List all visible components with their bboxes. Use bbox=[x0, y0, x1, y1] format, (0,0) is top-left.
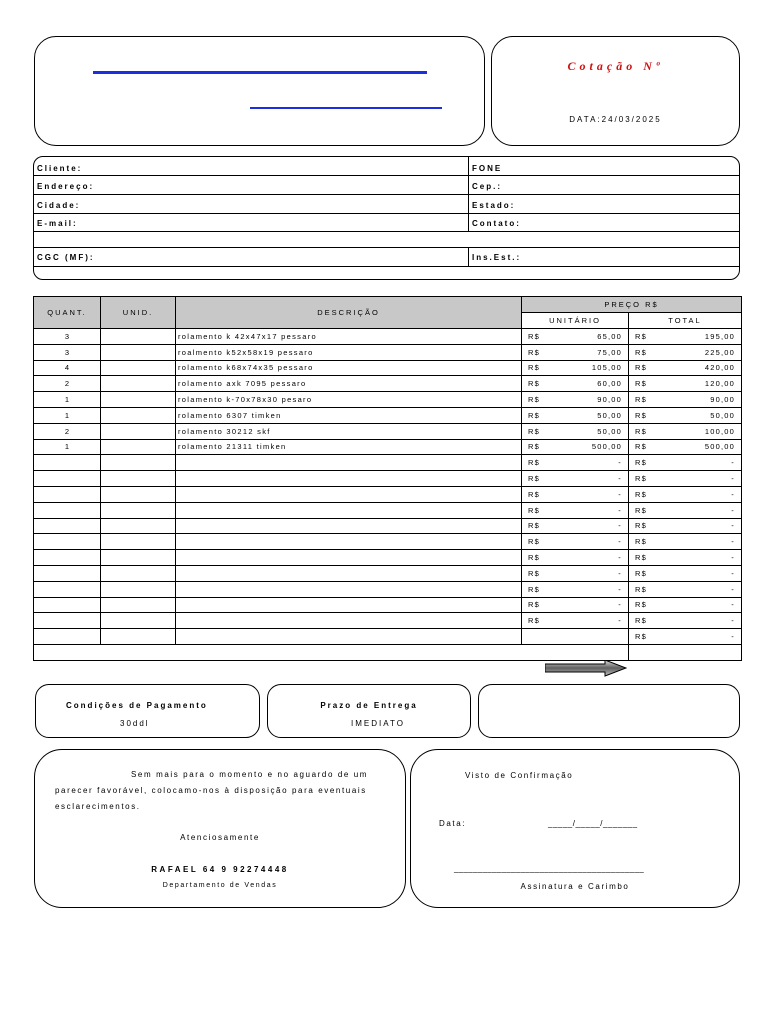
total-currency: R$ bbox=[635, 442, 647, 452]
row-total-price bbox=[629, 392, 742, 408]
row-quantity: 3 bbox=[34, 344, 101, 360]
row-description: rolamento 6307 timken bbox=[176, 407, 522, 423]
delivery-time-box bbox=[267, 684, 471, 738]
row-unit-price bbox=[522, 455, 629, 471]
message-closing: Atenciosamente bbox=[180, 833, 260, 842]
header-descricao: DESCRIÇÃO bbox=[176, 297, 522, 329]
row-total-price bbox=[629, 629, 742, 645]
total-currency: R$ bbox=[635, 410, 647, 420]
row-total-price bbox=[629, 502, 742, 518]
row-quantity bbox=[34, 613, 101, 629]
row-unit bbox=[101, 550, 176, 566]
row-unit bbox=[101, 534, 176, 550]
unit-price-value: - bbox=[618, 568, 622, 578]
unit-currency: R$ bbox=[528, 410, 540, 420]
confirmation-title: Visto de Confirmação bbox=[465, 771, 574, 780]
unit-price-value: 65,00 bbox=[597, 331, 622, 341]
row-description: roalmento k52x58x19 pessaro bbox=[176, 344, 522, 360]
row-unit bbox=[101, 423, 176, 439]
row-unit bbox=[101, 439, 176, 455]
row-unit-price bbox=[522, 344, 629, 360]
header-unid: UNID. bbox=[101, 297, 176, 329]
total-price-value: 120,00 bbox=[704, 379, 735, 389]
table-row bbox=[34, 455, 742, 471]
unit-currency: R$ bbox=[528, 363, 540, 373]
unit-price-value: - bbox=[618, 616, 622, 626]
unit-currency: R$ bbox=[528, 395, 540, 405]
table-row bbox=[34, 629, 742, 645]
row-total-price bbox=[629, 581, 742, 597]
row-unit bbox=[101, 360, 176, 376]
row-description bbox=[176, 550, 522, 566]
row-unit bbox=[101, 565, 176, 581]
row-total-price bbox=[629, 455, 742, 471]
unit-price-value: - bbox=[618, 600, 622, 610]
row-description: rolamento 30212 skf bbox=[176, 423, 522, 439]
quote-title: Cotação Nº bbox=[567, 59, 664, 73]
table-row bbox=[34, 376, 742, 392]
header-total: TOTAL bbox=[629, 313, 742, 329]
unit-currency: R$ bbox=[528, 600, 540, 610]
row-unit-price bbox=[522, 471, 629, 487]
total-currency: R$ bbox=[635, 458, 647, 468]
unit-currency: R$ bbox=[528, 379, 540, 389]
row-quantity: 1 bbox=[34, 407, 101, 423]
total-currency: R$ bbox=[635, 600, 647, 610]
message-box bbox=[34, 749, 406, 908]
table-row bbox=[34, 344, 742, 360]
items-table bbox=[33, 296, 742, 661]
row-unit-price bbox=[522, 376, 629, 392]
row-description: rolamento k-70x78x30 pesaro bbox=[176, 392, 522, 408]
table-row bbox=[34, 392, 742, 408]
table-row bbox=[34, 534, 742, 550]
total-price-value: 500,00 bbox=[704, 442, 735, 452]
row-quantity bbox=[34, 597, 101, 613]
row-description: rolamento axk 7095 pessaro bbox=[176, 376, 522, 392]
row-quantity bbox=[34, 629, 101, 645]
row-description bbox=[176, 471, 522, 487]
total-currency: R$ bbox=[635, 395, 647, 405]
unit-price-value: 105,00 bbox=[591, 363, 622, 373]
table-row bbox=[34, 581, 742, 597]
header-quant: QUANT. bbox=[34, 297, 101, 329]
unit-currency: R$ bbox=[528, 474, 540, 484]
row-quantity bbox=[34, 565, 101, 581]
unit-price-value: - bbox=[618, 584, 622, 594]
row-unit-price bbox=[522, 407, 629, 423]
row-unit-price bbox=[522, 565, 629, 581]
table-footer-left bbox=[34, 644, 629, 660]
total-price-value: 195,00 bbox=[704, 331, 735, 341]
total-price-value: - bbox=[731, 474, 735, 484]
total-price-value: 420,00 bbox=[704, 363, 735, 373]
signature-label: Assinatura e Carimbo bbox=[520, 882, 630, 891]
confirmation-box bbox=[410, 749, 740, 908]
unit-price-value: - bbox=[618, 553, 622, 563]
total-price-value: - bbox=[731, 616, 735, 626]
table-row bbox=[34, 518, 742, 534]
row-description bbox=[176, 581, 522, 597]
company-address-line bbox=[250, 107, 442, 109]
table-row bbox=[34, 423, 742, 439]
row-unit bbox=[101, 613, 176, 629]
unit-currency: R$ bbox=[528, 426, 540, 436]
message-line-2: parecer favorável, colocamo-nos à disposição para eventuais bbox=[55, 786, 367, 795]
total-price-value: - bbox=[731, 537, 735, 547]
total-price-value: 50,00 bbox=[710, 410, 735, 420]
unit-price-value: - bbox=[618, 521, 622, 531]
row-quantity bbox=[34, 534, 101, 550]
row-total-price bbox=[629, 376, 742, 392]
client-info-box bbox=[33, 156, 740, 280]
row-unit bbox=[101, 392, 176, 408]
row-description bbox=[176, 597, 522, 613]
row-quantity bbox=[34, 581, 101, 597]
row-total-price bbox=[629, 534, 742, 550]
unit-price-value: 90,00 bbox=[597, 395, 622, 405]
total-price-value: 100,00 bbox=[704, 426, 735, 436]
payment-conditions-title: Condições de Pagamento bbox=[66, 701, 208, 710]
company-name-line bbox=[93, 71, 427, 74]
row-unit-price bbox=[522, 534, 629, 550]
total-price-value: - bbox=[731, 521, 735, 531]
row-quantity bbox=[34, 455, 101, 471]
row-quantity bbox=[34, 518, 101, 534]
table-row bbox=[34, 439, 742, 455]
unit-currency: R$ bbox=[528, 505, 540, 515]
row-unit bbox=[101, 486, 176, 502]
department-name: Departamento de Vendas bbox=[162, 882, 278, 889]
row-unit-price bbox=[522, 613, 629, 629]
total-price-value: 225,00 bbox=[704, 347, 735, 357]
row-quantity bbox=[34, 486, 101, 502]
row-unit-price bbox=[522, 360, 629, 376]
table-row bbox=[34, 471, 742, 487]
row-unit bbox=[101, 581, 176, 597]
unit-price-value: - bbox=[618, 505, 622, 515]
unit-price-value: - bbox=[618, 458, 622, 468]
confirmation-date-blank: _____/_____/_______ bbox=[548, 819, 638, 828]
total-currency: R$ bbox=[635, 379, 647, 389]
row-unit-price bbox=[522, 486, 629, 502]
total-currency: R$ bbox=[635, 553, 647, 563]
empty-info-box bbox=[478, 684, 740, 738]
address-label: Endereço: bbox=[37, 182, 95, 191]
row-quantity: 1 bbox=[34, 392, 101, 408]
unit-currency: R$ bbox=[528, 616, 540, 626]
total-price-value: - bbox=[731, 600, 735, 610]
quote-number-box bbox=[491, 36, 740, 146]
signer-name: RAFAEL 64 9 92274448 bbox=[151, 865, 289, 874]
phone-label: FONE bbox=[472, 164, 503, 173]
cgc-label: CGC (MF): bbox=[37, 253, 95, 262]
table-row bbox=[34, 565, 742, 581]
payment-conditions-value: 30ddl bbox=[120, 719, 150, 728]
row-quantity: 2 bbox=[34, 376, 101, 392]
row-quantity bbox=[34, 471, 101, 487]
unit-currency: R$ bbox=[528, 331, 540, 341]
row-total-price bbox=[629, 471, 742, 487]
row-unit-price bbox=[522, 550, 629, 566]
total-currency: R$ bbox=[635, 474, 647, 484]
row-quantity: 3 bbox=[34, 329, 101, 345]
row-description bbox=[176, 534, 522, 550]
row-unit-price bbox=[522, 392, 629, 408]
row-total-price bbox=[629, 613, 742, 629]
row-description bbox=[176, 613, 522, 629]
row-description: rolamento k68x74x35 pessaro bbox=[176, 360, 522, 376]
row-unit bbox=[101, 329, 176, 345]
table-row bbox=[34, 329, 742, 345]
total-price-value: - bbox=[731, 505, 735, 515]
unit-currency: R$ bbox=[528, 458, 540, 468]
table-row bbox=[34, 407, 742, 423]
row-unit-price bbox=[522, 502, 629, 518]
row-unit-price bbox=[522, 518, 629, 534]
row-description: rolamento k 42x47x17 pessaro bbox=[176, 329, 522, 345]
row-description bbox=[176, 565, 522, 581]
delivery-time-title: Prazo de Entrega bbox=[320, 701, 418, 710]
total-price-value: - bbox=[731, 553, 735, 563]
row-unit bbox=[101, 471, 176, 487]
total-currency: R$ bbox=[635, 489, 647, 499]
row-quantity: 2 bbox=[34, 423, 101, 439]
row-total-price bbox=[629, 423, 742, 439]
table-row bbox=[34, 486, 742, 502]
client-label: Cliente: bbox=[37, 164, 83, 173]
total-currency: R$ bbox=[635, 363, 647, 373]
row-unit bbox=[101, 407, 176, 423]
total-currency: R$ bbox=[635, 584, 647, 594]
row-unit-price bbox=[522, 329, 629, 345]
total-currency: R$ bbox=[635, 426, 647, 436]
unit-price-value: 60,00 bbox=[597, 379, 622, 389]
zip-label: Cep.: bbox=[472, 182, 502, 191]
row-unit-price bbox=[522, 423, 629, 439]
total-currency: R$ bbox=[635, 616, 647, 626]
total-currency: R$ bbox=[635, 632, 647, 642]
total-currency: R$ bbox=[635, 568, 647, 578]
state-label: Estado: bbox=[472, 201, 516, 210]
message-line-3: esclarecimentos. bbox=[55, 802, 141, 811]
row-total-price bbox=[629, 439, 742, 455]
row-description bbox=[176, 455, 522, 471]
table-row bbox=[34, 550, 742, 566]
row-unit bbox=[101, 344, 176, 360]
unit-currency: R$ bbox=[528, 347, 540, 357]
message-line-1: Sem mais para o momento e no aguardo de um bbox=[131, 770, 369, 779]
table-row bbox=[34, 502, 742, 518]
row-total-price bbox=[629, 550, 742, 566]
total-price-value: 90,00 bbox=[710, 395, 735, 405]
unit-currency: R$ bbox=[528, 584, 540, 594]
row-description bbox=[176, 486, 522, 502]
total-currency: R$ bbox=[635, 347, 647, 357]
delivery-time-value: IMEDIATO bbox=[351, 719, 405, 728]
unit-price-value: - bbox=[618, 537, 622, 547]
row-unit-price bbox=[522, 597, 629, 613]
city-label: Cidade: bbox=[37, 201, 81, 210]
row-total-price bbox=[629, 360, 742, 376]
total-price-value: - bbox=[731, 458, 735, 468]
header-preco: PREÇO R$ bbox=[522, 297, 742, 313]
total-currency: R$ bbox=[635, 537, 647, 547]
unit-price-value: 50,00 bbox=[597, 410, 622, 420]
company-logo-box bbox=[34, 36, 485, 146]
row-total-price bbox=[629, 565, 742, 581]
row-unit-price bbox=[522, 581, 629, 597]
total-currency: R$ bbox=[635, 331, 647, 341]
total-price-value: - bbox=[731, 584, 735, 594]
row-total-price bbox=[629, 597, 742, 613]
unit-price-value: 50,00 bbox=[597, 426, 622, 436]
unit-currency: R$ bbox=[528, 442, 540, 452]
row-total-price bbox=[629, 344, 742, 360]
row-quantity bbox=[34, 502, 101, 518]
unit-currency: R$ bbox=[528, 489, 540, 499]
unit-price-value: 500,00 bbox=[591, 442, 622, 452]
row-description: rolamento 21311 timken bbox=[176, 439, 522, 455]
unit-price-value: - bbox=[618, 474, 622, 484]
unit-currency: R$ bbox=[528, 568, 540, 578]
row-total-price bbox=[629, 518, 742, 534]
row-description bbox=[176, 518, 522, 534]
payment-conditions-box bbox=[35, 684, 260, 738]
row-unit bbox=[101, 629, 176, 645]
state-registration-label: Ins.Est.: bbox=[472, 253, 522, 262]
total-price-value: - bbox=[731, 489, 735, 499]
row-unit bbox=[101, 518, 176, 534]
row-unit bbox=[101, 376, 176, 392]
row-total-price bbox=[629, 329, 742, 345]
row-unit bbox=[101, 455, 176, 471]
arrow-right-icon bbox=[545, 660, 627, 678]
table-row bbox=[34, 360, 742, 376]
table-row bbox=[34, 613, 742, 629]
total-price-value: - bbox=[731, 632, 735, 642]
row-description bbox=[176, 502, 522, 518]
total-currency: R$ bbox=[635, 521, 647, 531]
signature-line: ________________________________________ bbox=[454, 864, 644, 873]
total-currency: R$ bbox=[635, 505, 647, 515]
header-unitario: UNITÁRIO bbox=[522, 313, 629, 329]
confirmation-date-label: Data: bbox=[439, 819, 467, 828]
row-description bbox=[176, 629, 522, 645]
row-total-price bbox=[629, 407, 742, 423]
grand-total-cell bbox=[629, 644, 742, 660]
quote-date: DATA:24/03/2025 bbox=[569, 115, 662, 124]
total-price-value: - bbox=[731, 568, 735, 578]
unit-currency: R$ bbox=[528, 553, 540, 563]
row-quantity bbox=[34, 550, 101, 566]
row-unit-price bbox=[522, 439, 629, 455]
row-total-price bbox=[629, 486, 742, 502]
unit-currency: R$ bbox=[528, 521, 540, 531]
row-unit bbox=[101, 597, 176, 613]
contact-label: Contato: bbox=[472, 219, 521, 228]
row-unit bbox=[101, 502, 176, 518]
unit-price-value: - bbox=[618, 489, 622, 499]
unit-price-value: 75,00 bbox=[597, 347, 622, 357]
unit-currency: R$ bbox=[528, 537, 540, 547]
email-label: E-mail: bbox=[37, 219, 78, 228]
row-unit-price bbox=[522, 629, 629, 645]
row-quantity: 4 bbox=[34, 360, 101, 376]
row-quantity: 1 bbox=[34, 439, 101, 455]
table-row bbox=[34, 597, 742, 613]
